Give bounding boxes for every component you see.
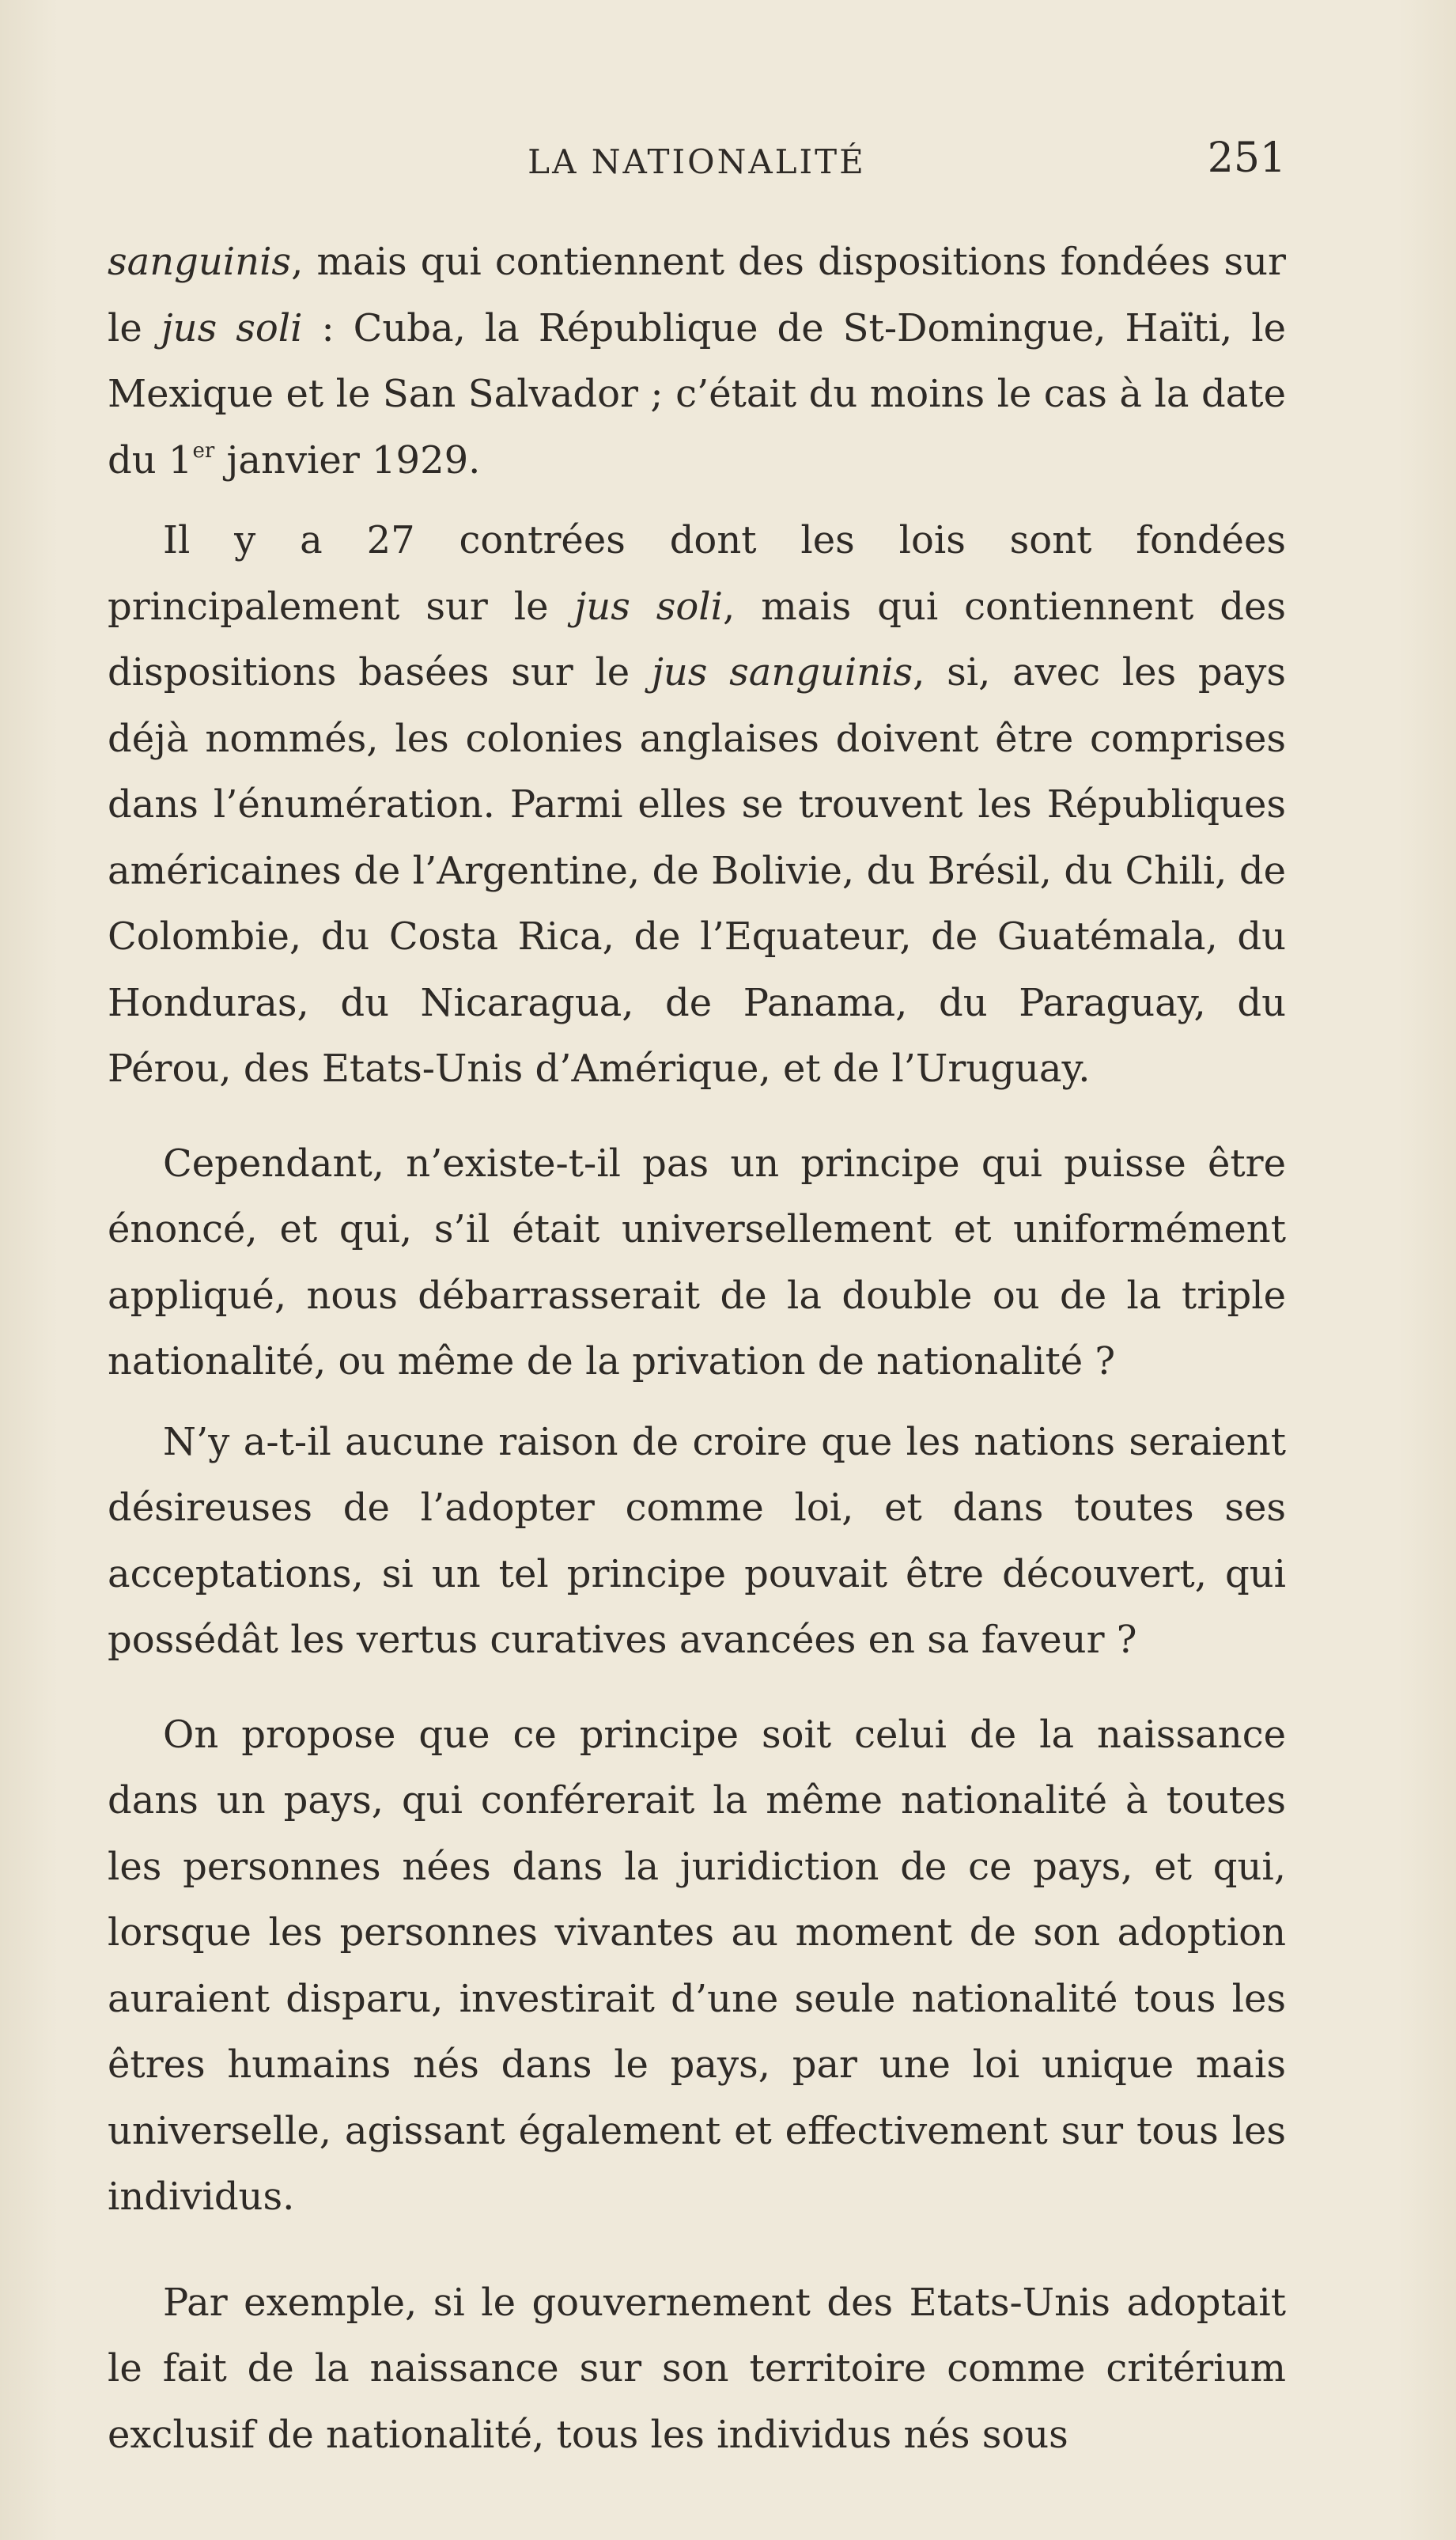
text-span: , mais qui contiennent des dispositions basées sur le [108,584,1287,695]
text-span: , si, avec les pays déjà nommés, les colonies anglaises doivent être comprises dans l’énumération. Parmi elles se trouvent les Républiques américaines de l’Argentine, de Bolivie, du Brésil, du Chili, de Colombie, du Costa Rica, de l’Equateur, de Guatémala, du Honduras, du Nicaragua, de Panama, du Paraguay, du Pérou, des Etats-Unis d’Amérique, et de l’Uruguay. [108,650,1286,1091]
paragraph-3 [108,1131,1286,1395]
text-span: , mais qui contiennent des dispositions fondées sur le [108,240,1286,350]
running-title: LA NATIONALITÉ [528,142,866,181]
paragraph-4 [108,1410,1286,1674]
body-text [108,229,1286,2468]
paragraph-1 [108,229,1286,494]
text-span: N’y a-t-il aucune raison de croire que les nations seraient désireuses de l’adopter comme loi, et dans toutes ses acceptations, si un tel principe pouvait être découvert, qui possédât les vertus curatives avancées en sa faveur ? [108,1419,1286,1662]
text-span: jus soli [574,584,724,629]
text-span: Cependant, n’existe-t-il pas un principe qui puisse être énoncé, et qui, s’il était universellement et uniformément appliqué, nous débarrasserait de la double ou de la triple nationalité, ou même de la privation de nationalité ? [108,1141,1286,1384]
text-span: On propose que ce principe soit celui de la naissance dans un pays, qui conférerait la même nationalité à toutes les personnes nées dans la juridiction de ce pays, et qui, lorsque les personnes vivantes au moment de son adoption auraient disparu, investirait d’une seule nationalité tous les êtres humains nés dans le pays, par une loi unique mais universelle, agissant également et effectivement sur tous les individus. [108,1712,1286,2219]
text-span: Il y a 27 contrées dont les lois sont fondées principalement sur le [108,518,1286,629]
text-span: sanguinis [108,240,292,284]
paragraph-2 [108,508,1286,1103]
page-number: 251 [1207,134,1286,182]
paragraph-5 [108,1702,1286,2231]
text-span: jus soli [161,305,303,350]
text-span: Par exemple, si le gouvernement des Etats-Unis adoptait le fait de la naissance sur son territoire comme critérium exclusif de nationalité, tous les individus nés sous [108,2280,1286,2457]
running-head [108,134,1286,206]
paragraph-6 [108,2270,1286,2469]
text-span: janvier 1929. [214,437,481,483]
superscript: er [192,438,215,463]
text-span: jus sanguinis [651,650,913,695]
text-span: : Cuba, la République de St-Domingue, Haïti, le Mexique et le San Salvador ; c’était du moins le cas à la date du 1 [108,305,1286,483]
